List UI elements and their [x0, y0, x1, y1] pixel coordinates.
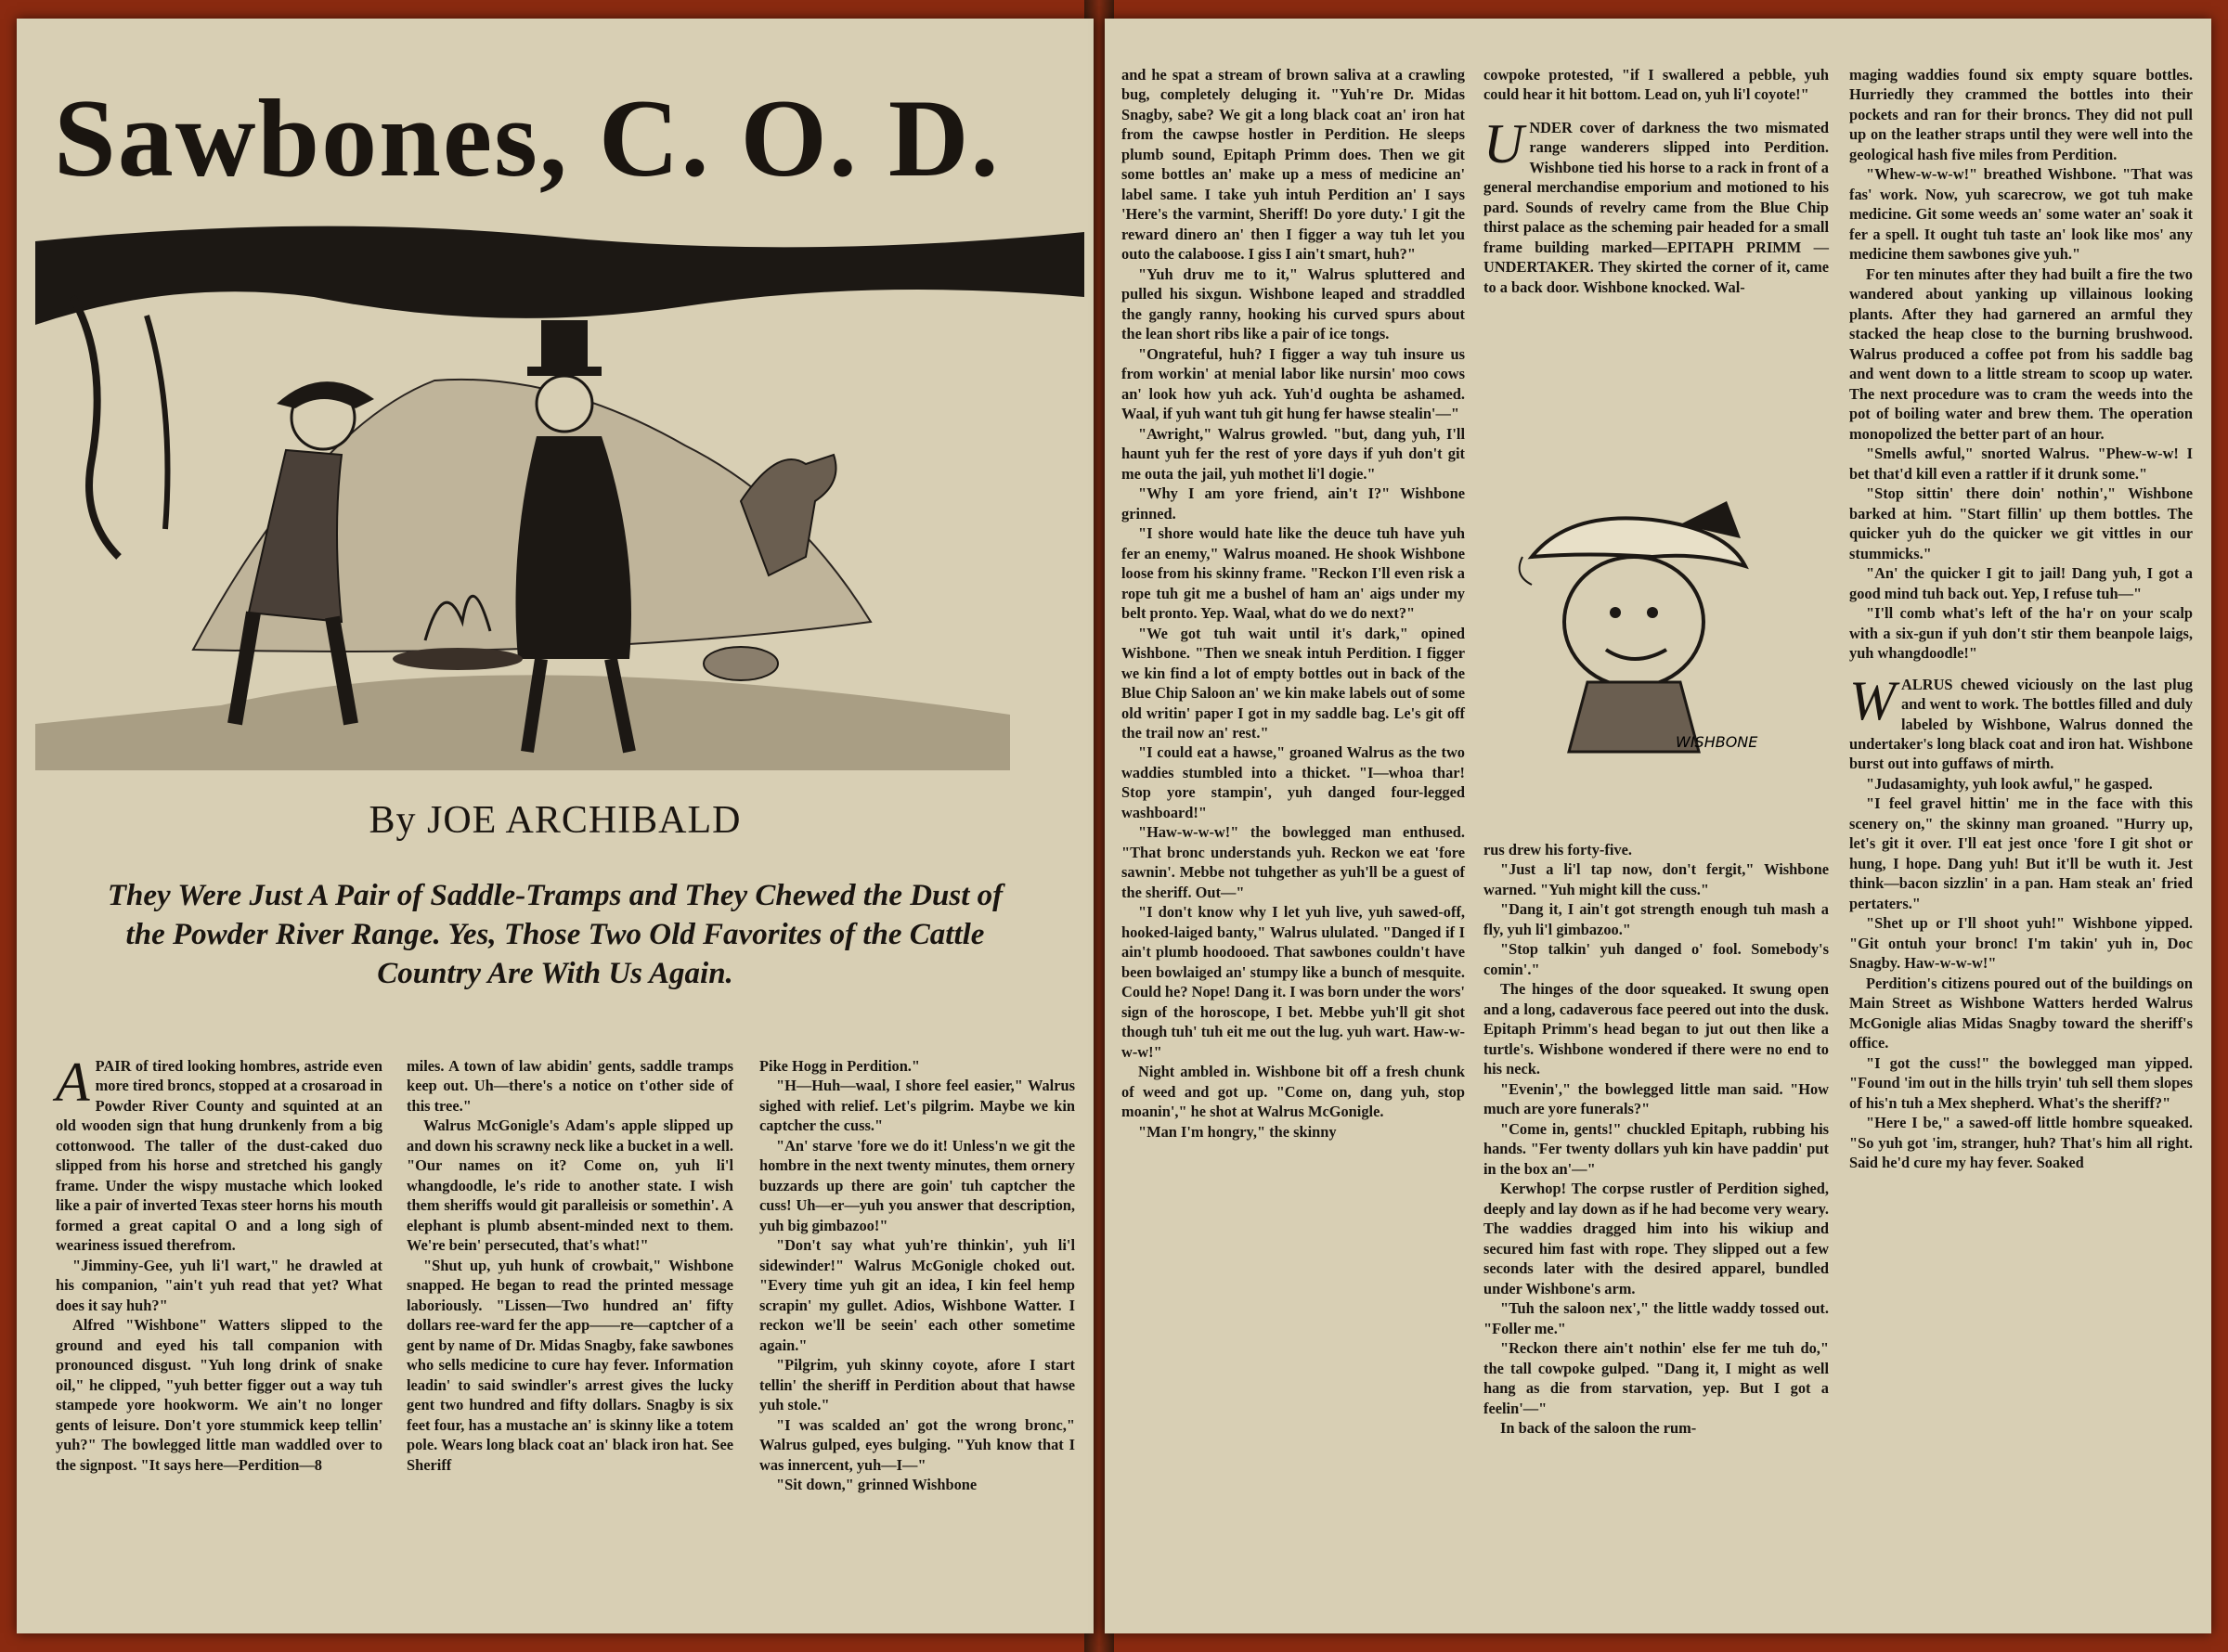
paragraph: "Whew-w-w-w!" breathed Wishbone. "That was fas' work. Now, yuh scarecrow, we got tuh make medicine. Git some weeds an' some water an' soak it fer a spell. It ought tuh taste an' look like mos' any medicine them sawbones give yuh." — [1849, 165, 2193, 264]
paragraph: "I got the cuss!" the bowlegged man yipped. "Found 'im out in the hills tryin' tuh sell them slopes of his'n tuh a Mex shepherd. What's the sheriff?" — [1849, 1053, 2193, 1112]
paragraph: "Shet up or I'll shoot yuh!" Wishbone yipped. "Git ontuh your bronc! I'm takin' yuh in, Doc Snagby. Haw-w-w-w!" — [1849, 914, 2193, 973]
right-column-2-top — [1483, 65, 1829, 297]
paragraph: "An' starve 'fore we do it! Unless'n we git the hombre in the next twenty minutes, them ornery buzzards up there are goin' tuh captcher the cuss! Uh—er—yuh you answer that description, yuh big gimbazoo!" — [759, 1136, 1075, 1234]
paragraph: "I'll comb what's left of the ha'r on your scalp with a six-gun if yuh don't stir them beanpole laigs, yuh whangdoodle!" — [1849, 604, 2193, 663]
paragraph: "Dang it, I ain't got strength enough tuh mash a fly, yuh li'l gimbazoo." — [1483, 900, 1829, 938]
paragraph: "Pilgrim, yuh skinny coyote, afore I start tellin' the sheriff in Perdition about that hawse yuh stole." — [759, 1356, 1075, 1414]
paragraph: Alfred "Wishbone" Watters slipped to the ground and eyed his tall companion with pronounced disgust. "Yuh long drink of snake oil," he clipped, "yuh better figger out a way tuh stampede yore hookworm. We ain't no longer gents of leisure. Don't yore stummick keep tellin' yuh?" The bowlegged little man waddled over to the signpost. "It says here—Perdition—8 — [56, 1316, 382, 1474]
drop-cap: W — [1849, 669, 1896, 731]
paragraph: "Don't say what yuh're thinkin', yuh li'l sidewinder!" Walrus McGonigle choked out. "Every time yuh git an idea, I kin feel hemp scrapin' my gullet. Adios, Wishbone Watter. I reckon we'll be seein' each other sometime again." — [759, 1236, 1075, 1354]
paragraph: "An' the quicker I git to jail! Dang yuh, I got a good mind tuh back out. Yep, I refuse tuh—" — [1849, 564, 2193, 602]
left-column-1 — [56, 1052, 382, 1475]
paragraph: Night ambled in. Wishbone bit off a fresh chunk of weed and got up. "Come on, dang yuh, stop moanin'," he shot at Walrus McGonigle. — [1121, 1063, 1465, 1121]
illustration-signature: WISHBONE — [1676, 733, 1758, 751]
paragraph: "Tuh the saloon nex'," the little waddy tossed out. "Foller me." — [1483, 1299, 1829, 1337]
right-column-3 — [1849, 65, 2193, 1173]
paragraph: miles. A town of law abidin' gents, saddle tramps keep out. Uh—there's a notice on t'other side of this tree." — [407, 1057, 733, 1115]
byline: By JOE ARCHIBALD — [369, 799, 742, 842]
paragraph: Kerwhop! The corpse rustler of Perdition sighed, deeply and lay down as if he had become very weary. The waddies dragged him into his wikiup and secured him fast with rope. They slipped out a few seconds later with the desired apparel, bundled under Wishbone's arm. — [1483, 1180, 1829, 1297]
paragraph: For ten minutes after they had built a fire the two wandered about yanking up villainous looking plants. After they had garnered an armful they stacked the heap close to the burning brushwood. Walrus produced a coffee pot from his saddle bag and went down to a little stream to scoop up water. The next procedure was to cram the weeds into the pot of boiling water and brew them. The operation monopolized the better part of an hour. — [1849, 265, 2193, 443]
story-title: Sawbones, C. O. D. — [54, 76, 1001, 200]
drop-cap: U — [1483, 112, 1524, 174]
paragraph: "Sit down," grinned Wishbone — [776, 1476, 978, 1494]
paragraph: "I could eat a hawse," groaned Walrus as the two waddies stumbled into a thicket. "I—whoa thar! Stop yore stampin', yuh danged four-legged washboard!" — [1121, 743, 1465, 821]
paragraph: "Haw-w-w-w!" the bowlegged man enthused. "That bronc understands yuh. Reckon we eat 'fore sawnin'. Mebbe not tuhgether as yuh'll be a guest of the sheriff. Out—" — [1121, 823, 1465, 901]
paragraph: "Stop sittin' there doin' nothin'," Wishbone barked at him. "Start fillin' up them bottles. The quicker yuh do the quicker we git vittles in our stummicks." — [1849, 484, 2193, 562]
paragraph: "Ongrateful, huh? I figger a way tuh insure us from workin' at menial labor like nursin' moo cows an' look how yuh ack. Yuh'd oughta be ashamed. Waal, if yuh want tuh git hung fer hawse stealin'—" — [1121, 344, 1465, 423]
left-page — [17, 19, 1094, 1633]
wishbone-portrait — [1513, 483, 1764, 761]
paragraph: "I shore would hate like the deuce tuh have yuh fer an enemy," Walrus moaned. He shook Wishbone loose from his skinny frame. "Reckon I'll even risk a rope tuh git me a bushel of ham an' aigs under my belt pronto. Yep. Waal, what do we do next?" — [1121, 524, 1465, 623]
paragraph: "Yuh druv me to it," Walrus spluttered and pulled his sixgun. Wishbone leaped and straddled the gangly ranny, hooking his curved spurs about the lean short ribs like a pair of ice tongs. — [1121, 265, 1465, 343]
paragraph: "We got tuh wait until it's dark," opined Wishbone. "Then we sneak intuh Perdition. I figger we kin find a lot of empty bottles out in back of the Blue Chip Saloon an' we kin make labels out of some old writin' paper I got in my saddle bag. Le's git off the trail now an' rest." — [1121, 624, 1465, 742]
paragraph: "Come in, gents!" chuckled Epitaph, rubbing his hands. "Fer twenty dollars yuh kin have paddin' put in the box an'—" — [1483, 1119, 1829, 1178]
paragraph: maging waddies found six empty square bottles. Hurriedly they crammed the bottles into their pockets and ran for their broncs. They did not pull up on the leather straps until they were well into the geological hash five miles from Perdition. — [1849, 66, 2193, 163]
paragraph: "Just a li'l tap now, don't fergit," Wishbone warned. "Yuh might kill the cuss." — [1483, 860, 1829, 898]
paragraph: The hinges of the door squeaked. It swung open and a long, cadaverous face peered out into the dusk. Epitaph Primm's head began to jut out then like a turtle's. Wishbone wondered if there were no end to his neck. — [1483, 980, 1829, 1078]
paragraph: "I was scalded an' got the wrong bronc," Walrus gulped, eyes bulging. "Yuh know that I was innercent, yuh—I—" — [759, 1415, 1075, 1474]
right-column-1 — [1121, 65, 1465, 1142]
paragraph: "I don't know why I let yuh live, yuh sawed-off, hooked-laiged banty," Walrus ululated. "Danged if I ain't plumb hoodooed. That sawbones couldn't have been bowlaiged an' stumpy like a bunch of mesquite. Could he? Nope! Dang it. I was born under the wors' sign of the horoscope, I bet. Mebbe yuh'll git shot though tuh' tuh eit me out the lug. yuh wart. Haw-w-w-w!" — [1121, 903, 1465, 1061]
paragraph: PAIR of tired looking hombres, astride even more tired broncs, stopped at a crosaroad in Powder River County and squinted at an old wooden sign that hung drunkenly from a big cottonwood. The taller of the dust-caked duo slipped from his horse and stretched his gangly frame. Under the wispy mustache which looked like a pair of inverted Texas steer horns his mouth formed a great capital O and a long sigh of weariness issued therefrom. — [56, 1057, 382, 1255]
paragraph: and he spat a stream of brown saliva at a crawling bug, completely deluging it. "Yuh're Dr. Midas Snagby, sabe? We git a long black coat an' iron hat from the cawpse hostler in Perdition. He sleeps plumb sound, Epitaph Primm does. Then we git some bottles an' make up a mess of medicine an' label same. I take yuh intuh Perdition an' I says 'Here's the varmint, Sheriff! Do yore duty.' I git the reward dinero an' then I figger a way tuh let you outo the calaboose. I giss I ain't smart, huh?" — [1121, 66, 1465, 264]
paragraph: "Evenin'," the bowlegged little man said. "How much are yore funerals?" — [1483, 1079, 1829, 1118]
left-column-3 — [759, 1056, 1075, 1495]
paragraph: "Stop talkin' yuh danged o' fool. Somebody's comin'." — [1483, 940, 1829, 978]
paragraph: rus drew his forty-five. — [1483, 841, 1632, 858]
drop-cap: A — [56, 1052, 90, 1113]
paragraph: "Smells awful," snorted Walrus. "Phew-w-w! I bet that'd kill even a rattler if it drunk some." — [1849, 445, 2193, 483]
paragraph: "H—Huh—waal, I shore feel easier," Walrus sighed with relief. Let's pilgrim. Maybe we kin captcher the cuss." — [759, 1077, 1075, 1135]
paragraph: "Awright," Walrus growled. "but, dang yuh, I'll haunt yuh fer the rest of yore days if yuh don't git me outa the jail, yuh mothet li'l dogie." — [1121, 424, 1465, 483]
story-subtitle: They Were Just A Pair of Saddle-Tramps and They Chewed the Dust of the Powder River Range. Yes, Those Two Old Favorites of the Cattle Country Are With Us Again. — [107, 879, 1004, 990]
paragraph: "Shut up, yuh hunk of crowbait," Wishbone snapped. He began to read the printed message laboriously. "Lissen—Two hundred an' fifty dollars ree-ward fer the app——re—captcher of a gent by name of Dr. Midas Snagby, fake sawbones who sells medicine to cure hay fever. Information leadin' to said swindler's arrest gives the lucky gent two hundred and fifty dollars. Snagby is six feet four, has a mustache an' is skinny like a totem pole. Wears long black coat an' black iron hat. See Sheriff — [407, 1256, 733, 1474]
paragraph: "Jimminy-Gee, yuh li'l wart," he drawled at his companion, "ain't yuh read that yet? What does it say huh?" — [56, 1256, 382, 1314]
paragraph: "Man I'm hongry," the skinny — [1138, 1122, 1337, 1141]
right-page — [1105, 19, 2211, 1633]
paragraph: cowpoke protested, "if I swallered a pebble, yuh could hear it hit bottom. Lead on, yuh li'l coyote!" — [1483, 66, 1829, 104]
paragraph: "I feel gravel hittin' me in the face with this scenery on," the skinny man groaned. "Hurry up, let's git it over. I'll eat jest once 'fore I git shot or hung, I hope. Dang yuh! But it'll be wuth it. Jest think—bacon sizzlin' in a pan. Ham steak an' fried pertaters." — [1849, 794, 2193, 912]
left-column-2 — [407, 1056, 733, 1475]
story-illustration — [35, 223, 1084, 770]
right-column-2-bottom — [1483, 840, 1829, 1439]
paragraph: In back of the saloon the rum- — [1500, 1419, 1697, 1438]
paragraph: "Why I am yore friend, ain't I?" Wishbone grinned. — [1121, 484, 1465, 523]
paragraph: "Here I be," a sawed-off little hombre squeaked. "So yuh got 'im, stranger, huh? That's him all right. Said he'd cure my hay fever. Soaked — [1849, 1114, 2193, 1172]
paragraph: Pike Hogg in Perdition." — [759, 1057, 921, 1075]
paragraph: Perdition's citizens poured out of the buildings on Main Street as Wishbone Watters herded Walrus McGonigle alias Midas Snagby toward the sheriff's office. — [1849, 974, 2193, 1052]
paragraph: "Reckon there ain't nothin' else fer me tuh do," the tall cowpoke gulped. "Dang it, I might as well hang as die from starvation, yep. But I got a feelin'—" — [1483, 1339, 1829, 1417]
paragraph: "Judasamighty, yuh look awful," he gasped. — [1866, 774, 2153, 793]
paragraph: ALRUS chewed viciously on the last plug and went to work. The bottles filled and duly labeled by Wishbone, Walrus donned the undertaker's long black coat and iron hat. Wishbone burst out into guffaws of mirth. — [1849, 675, 2193, 773]
paragraph: Walrus McGonigle's Adam's apple slipped up and down his scrawny neck like a bucket in a well. "Our names on it? Come on, yuh li'l whangdoodle, le's ride to another state. I wish them sheriffs would git paralleisis or somethin'. A elephant is plumb absent-minded next to them. We're bein' persecuted, that's what!" — [407, 1116, 733, 1255]
paragraph: NDER cover of darkness the two mismated range wanderers slipped into Perdition. Wishbone tied his horse to a rack in front of a general merchandise emporium and motioned to his pard. Sounds of revelry came from the Blue Chip thirst palace as the scheming pair headed for a small frame building marked—EPITAPH PRIMM — UNDERTAKER. They skirted the corner of it, came to a back door. Wishbone knocked. Wal- — [1483, 118, 1829, 296]
